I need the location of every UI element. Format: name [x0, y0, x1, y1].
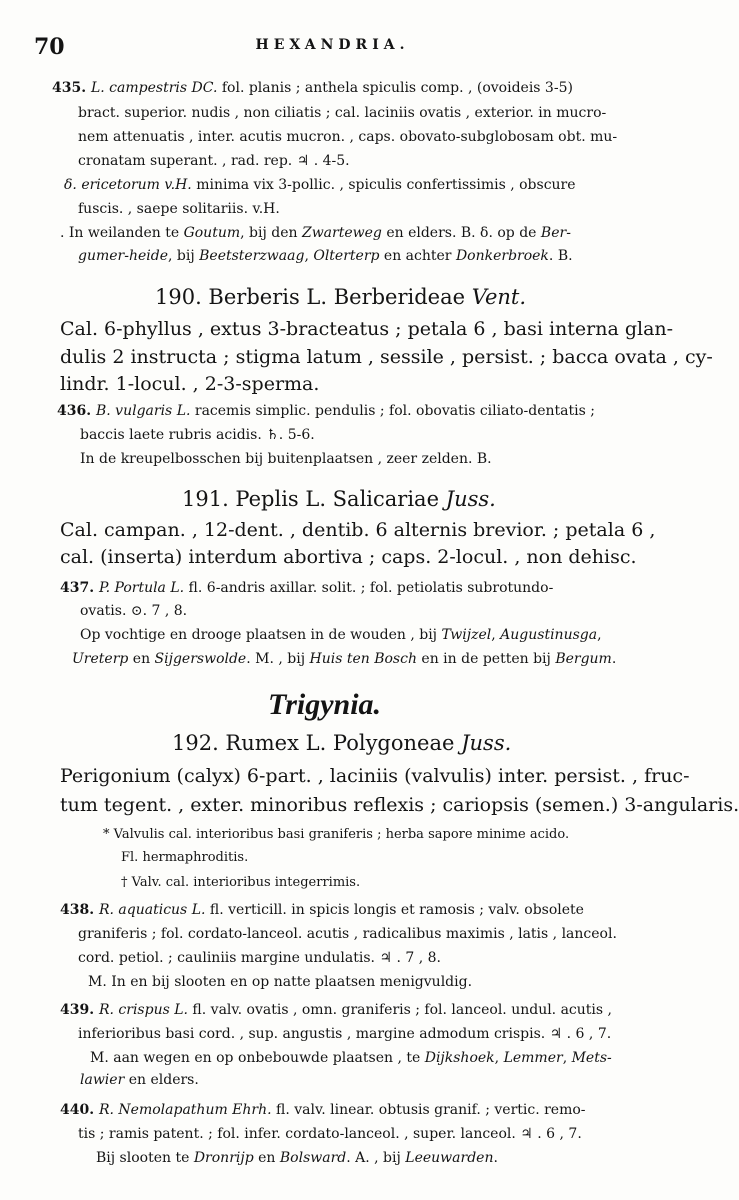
text-run: Dronrijp	[193, 1150, 254, 1166]
text-run: cal. (inserta) interdum abortiva ; caps. 2-locul. , non dehisc.	[60, 546, 637, 568]
text-run: .	[611, 651, 617, 667]
entry-436-line	[80, 428, 315, 442]
text-run: Vent.	[471, 285, 527, 309]
text-run: ,	[494, 1050, 504, 1066]
text-run: M. aan wegen en op onbebouwde plaatsen , te	[90, 1050, 425, 1066]
entry-437-line	[80, 604, 187, 618]
text-run: B. vulgaris L.	[95, 403, 191, 419]
text-run: dulis 2 instructa ; stigma latum , sessile , persist. ; bacca ovata , cy-	[60, 346, 713, 368]
genus-heading	[182, 489, 496, 510]
entry-436-line	[57, 404, 595, 418]
genus-description-line	[60, 548, 637, 567]
genus-description-line	[60, 521, 655, 540]
text-run: Fl. hermaphroditis.	[121, 850, 249, 865]
text-run: racemis simplic. pendulis ; fol. obovatis ciliato-dentatis ;	[190, 403, 595, 419]
text-run: . M. , bij	[246, 651, 310, 667]
text-run: R. Nemolapathum Ehrh.	[98, 1102, 272, 1118]
text-run: Olterterp	[313, 248, 380, 264]
page-header	[0, 34, 665, 60]
text-run: minima vix 3-pollic. , spiculis confertissimis , obscure	[191, 177, 576, 193]
text-run: en	[253, 1150, 280, 1166]
text-run: δ. ericetorum v.H.	[64, 177, 192, 193]
locality-line	[60, 226, 571, 240]
entry-440-line	[60, 1103, 586, 1117]
text-run: Twijzel	[441, 627, 492, 643]
text-run: P. Portula L.	[98, 580, 185, 596]
text-run: fl. valv. linear. obtusis granif. ; vertic. remo-	[271, 1102, 586, 1118]
text-run: 437.	[60, 580, 99, 596]
text-run: nem attenuatis , inter. acutis mucron. , caps. obovato-subglobosam obt. mu-	[78, 129, 618, 145]
locality-line	[72, 652, 616, 666]
text-run: Beetsterzwaag	[199, 248, 305, 264]
text-run: , bij den	[240, 225, 302, 241]
text-run: fl. valv. ovatis , omn. graniferis ; fol. lanceol. undul. acutis ,	[187, 1002, 612, 1018]
text-run: en	[128, 651, 155, 667]
text-run: lawier	[80, 1072, 125, 1088]
text-run: en elders.	[124, 1072, 199, 1088]
text-run: baccis laete rubris acidis. ♄. 5-6.	[80, 427, 315, 443]
locality-line	[90, 1051, 612, 1065]
genus-description-line	[60, 320, 673, 339]
text-run: bract. superior. nudis , non ciliatis ; cal. laciniis ovatis , exterior. in mucro-	[78, 105, 607, 121]
text-run: gumer-heide	[78, 248, 168, 264]
text-run: † Valv. cal. interioribus integerrimis.	[121, 875, 361, 890]
text-run: en elders. B. δ. op de	[381, 225, 541, 241]
text-run: Goutum	[183, 225, 241, 241]
section-heading	[268, 690, 381, 720]
subsection-line	[121, 851, 248, 864]
entry-439-line	[60, 1003, 612, 1017]
text-run: Dijkshoek	[424, 1050, 495, 1066]
text-run: fuscis. , saepe solitariis. v.H.	[78, 201, 280, 217]
text-run: Trigynia.	[268, 688, 382, 721]
genus-heading	[155, 287, 526, 308]
text-run: .	[493, 1150, 498, 1166]
locality-line	[96, 1151, 498, 1165]
entry-439-line	[78, 1027, 611, 1041]
text-run: fl. verticill. in spicis longis et ramosis ; valv. obsolete	[205, 902, 584, 918]
entry-438-line	[78, 927, 617, 941]
entry-435-line	[78, 154, 350, 168]
locality-line	[80, 1073, 199, 1087]
text-run: , bij	[168, 248, 200, 264]
text-run: 192. Rumex L. Polygoneae	[172, 731, 462, 755]
text-run: en in de petten bij	[416, 651, 556, 667]
text-run: fl. 6-andris axillar. solit. ; fol. petiolatis subrotundo-	[184, 580, 554, 596]
text-run: cord. petiol. ; cauliniis margine undulatis. ♃ . 7 , 8.	[78, 950, 441, 966]
entry-435-line	[52, 81, 573, 95]
text-run: ,	[562, 1050, 572, 1066]
locality-line	[80, 628, 602, 642]
text-run: Juss.	[461, 731, 512, 755]
text-run: inferioribus basi cord. , sup. angustis , margine admodum crispis. ♃ . 6 , 7.	[78, 1026, 612, 1042]
text-run: fol. planis ; anthela spiculis comp. , (ovoideis 3-5)	[217, 80, 573, 96]
text-run: Sijgerswolde	[154, 651, 247, 667]
locality-line	[78, 249, 573, 263]
text-run: R. aquaticus L.	[98, 902, 206, 918]
text-run: 435.	[52, 80, 91, 96]
variety-line	[64, 178, 576, 192]
text-run: 438.	[60, 902, 99, 918]
text-run: Bergum	[555, 651, 612, 667]
text-run: ,	[597, 627, 602, 643]
text-run: 436.	[57, 403, 96, 419]
text-run: ,	[304, 248, 314, 264]
text-run: 439.	[60, 1002, 99, 1018]
text-run: R. crispus L.	[98, 1002, 188, 1018]
variety-line	[78, 202, 280, 216]
text-run: ovatis. ⊙. 7 , 8.	[80, 603, 188, 619]
genus-description-line	[60, 375, 319, 394]
genus-description-line	[60, 348, 713, 367]
text-run: 190. Berberis L. Berberideae	[155, 285, 472, 309]
text-run: Perigonium (calyx) 6-part. , laciniis (valvulis) inter. persist. , fruc-	[60, 765, 690, 787]
page-number: 70	[34, 34, 65, 60]
subsection-line	[103, 828, 569, 841]
locality-line	[80, 452, 492, 466]
subsection-line	[121, 876, 360, 889]
locality-line	[88, 975, 472, 989]
text-run: In de kreupelbosschen bij buitenplaatsen , zeer zelden. B.	[80, 451, 492, 467]
text-run: Lemmer	[503, 1050, 563, 1066]
text-run: Donkerbroek	[455, 248, 549, 264]
text-run: * Valvulis cal. interioribus basi graniferis ; herba sapore minime acido.	[103, 827, 570, 842]
text-run: Ureterp	[72, 651, 129, 667]
genus-heading	[172, 733, 511, 754]
text-run: Augustinusga	[500, 627, 598, 643]
text-run: en achter	[379, 248, 456, 264]
text-run: Ber-	[540, 225, 571, 241]
text-run: M. In en bij slooten en op natte plaatsen menigvuldig.	[88, 974, 473, 990]
text-run: Cal. campan. , 12-dent. , dentib. 6 alternis brevior. ; petala 6 ,	[60, 519, 656, 541]
text-run: Cal. 6-phyllus , extus 3-bracteatus ; petala 6 , basi interna glan-	[60, 318, 674, 340]
text-run: Op vochtige en drooge plaatsen in de wouden , bij	[80, 627, 442, 643]
text-run: lindr. 1-locul. , 2-3-sperma.	[60, 373, 320, 395]
text-run: L. campestris DC.	[90, 80, 218, 96]
text-run: cronatam superant. , rad. rep. ♃ . 4-5.	[78, 153, 350, 169]
entry-435-line	[78, 106, 606, 120]
text-run: Leeuwarden	[405, 1150, 494, 1166]
entry-435-line	[78, 130, 617, 144]
text-run: 191. Peplis L. Salicariae	[182, 487, 446, 511]
text-run: ,	[491, 627, 501, 643]
entry-437-line	[60, 581, 553, 595]
text-run: Juss.	[445, 487, 496, 511]
text-run: tis ; ramis patent. ; fol. infer. cordato-lanceol. , super. lanceol. ♃ . 6 , 7.	[78, 1126, 582, 1142]
text-run: graniferis ; fol. cordato-lanceol. acutis , radicalibus maximis , latis , lanceol.	[78, 926, 617, 942]
text-run: Mets-	[571, 1050, 612, 1066]
genus-description-line	[60, 767, 690, 786]
text-run: Bij slooten te	[96, 1150, 194, 1166]
text-run: Bolsward	[279, 1150, 347, 1166]
entry-440-line	[78, 1127, 582, 1141]
entry-438-line	[60, 903, 584, 917]
text-run: . In weilanden te	[60, 225, 184, 241]
text-run: Huis ten Bosch	[309, 651, 417, 667]
text-run: . A. , bij	[346, 1150, 406, 1166]
text-run: Zwarteweg	[301, 225, 382, 241]
text-run: . B.	[548, 248, 573, 264]
genus-description-line	[60, 796, 739, 815]
text-run: 440.	[60, 1102, 99, 1118]
text-run: tum tegent. , exter. minoribus reflexis ; cariopsis (semen.) 3-angularis.	[60, 794, 739, 816]
running-title: HEXANDRIA.	[255, 37, 410, 53]
entry-438-line	[78, 951, 441, 965]
